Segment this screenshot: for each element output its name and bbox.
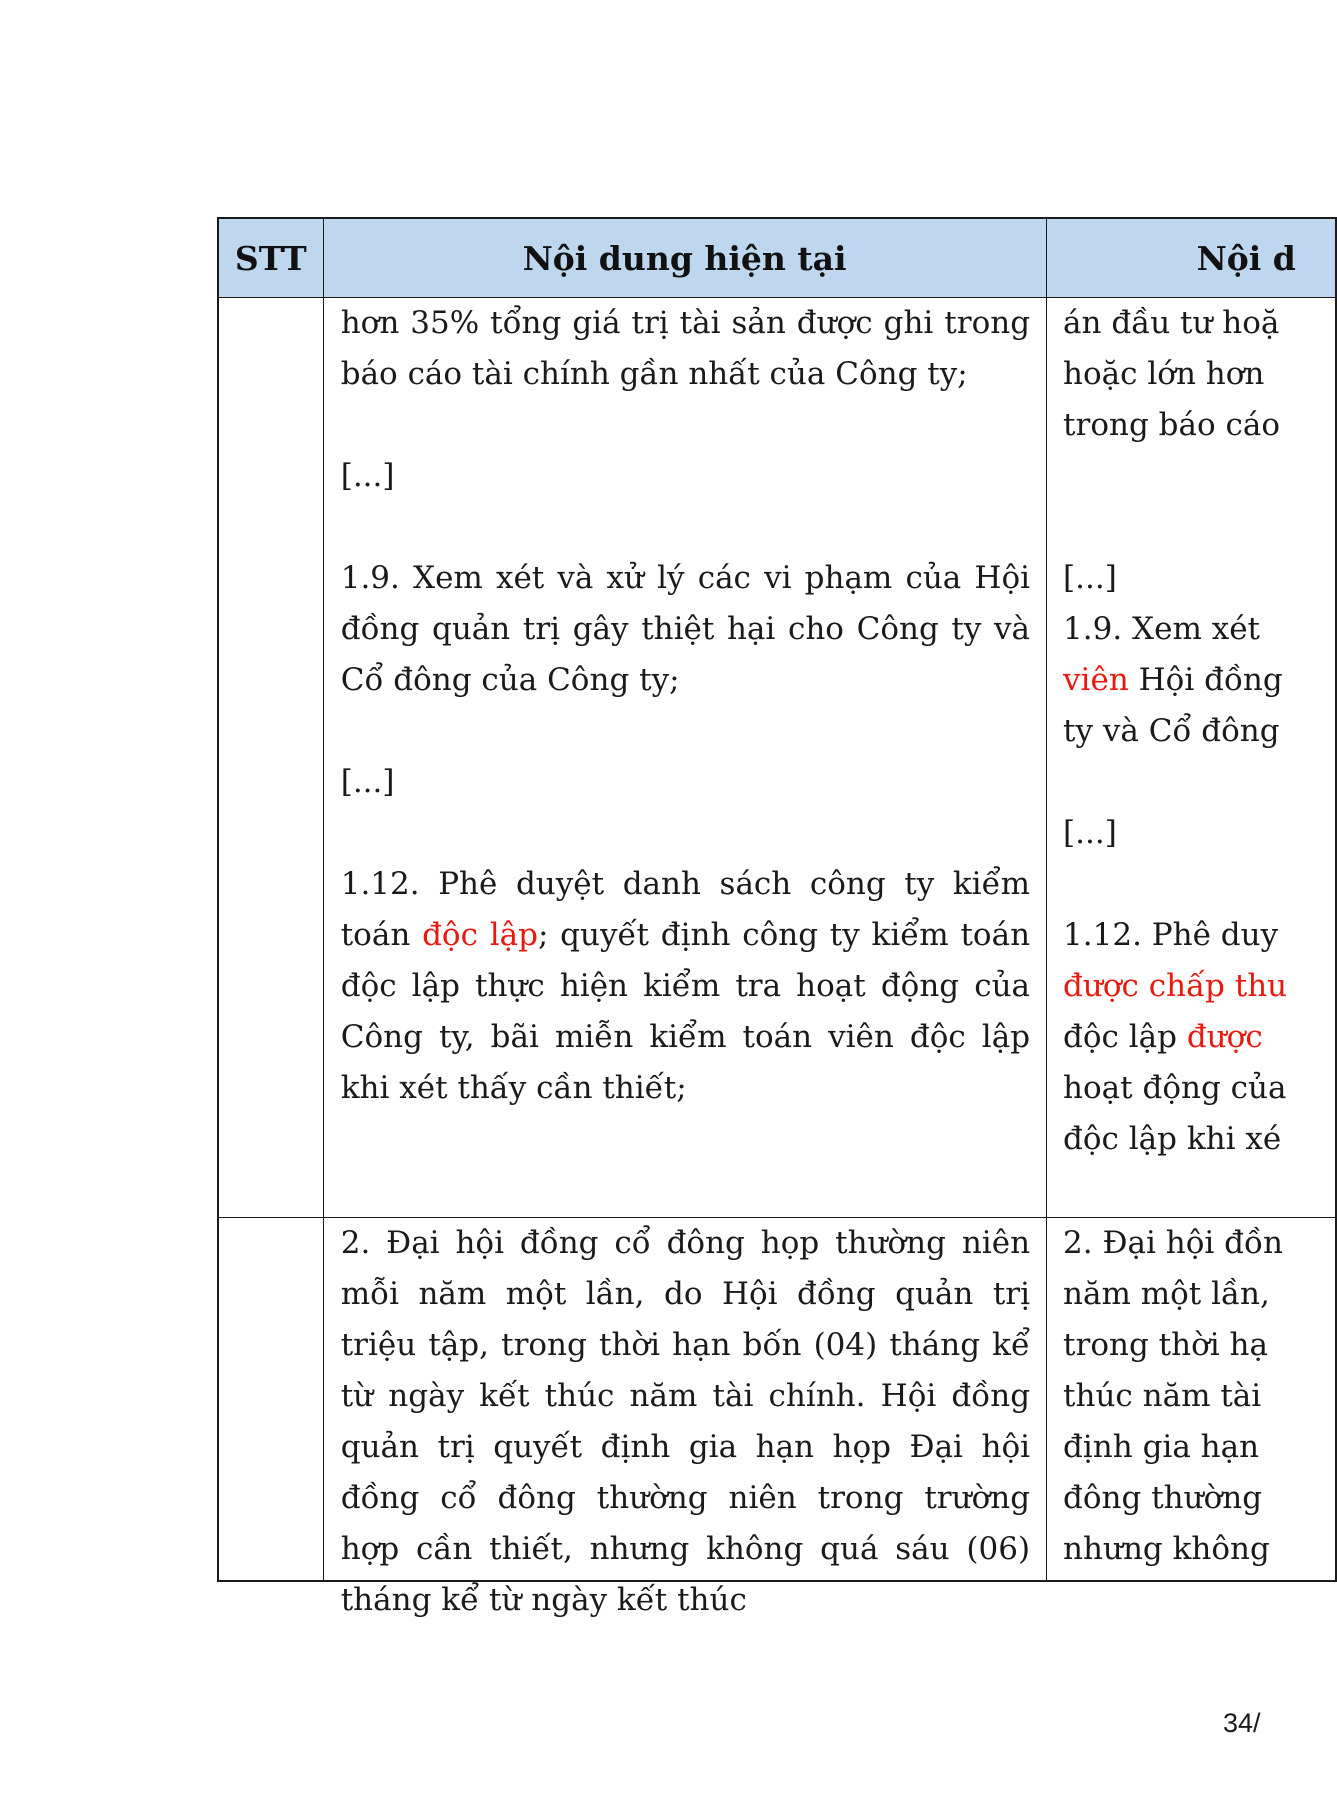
header-proposed-content: Nội d (1196, 238, 1296, 278)
proposed-content-cell (1047, 298, 1335, 1217)
proposed-line: nhưng không (1063, 1531, 1270, 1567)
ellipsis: [...] (340, 764, 395, 800)
clause-2-agm: 2. Đại hội đồng cổ đông họp thường niên mỗi năm một lần, do Hội đồng quản trị triệu tập, trong thời hạn bốn (04) tháng kể từ ngày kết thúc năm tài chính. Hội đồng quản trị quyết định gia hạn họp Đại hội đồng cổ đông thường niên trong trường hợp cần thiết, nhưng không quá sáu (06) tháng kể từ ngày kết thúc (340, 1225, 1031, 1618)
clause-1-12-end: ; quyết định công ty kiểm toán độc lập thực hiện kiểm tra hoạt động của Công ty, bãi miễn kiểm toán viên độc lập khi xét thấy cần thiết; (340, 917, 1031, 1106)
proposed-line-rest: Hội đồng (1128, 662, 1283, 698)
proposed-line: 2. Đại hội đồn (1063, 1225, 1283, 1261)
table-row (219, 298, 1335, 1218)
clause-1-12 (341, 859, 1030, 1114)
ellipsis: [...] (1063, 815, 1117, 851)
highlight-text: viên (1063, 662, 1129, 698)
header-stt: STT (219, 219, 324, 297)
proposed-line: 1.12. Phê duy (1063, 917, 1279, 953)
header-current-content: Nội dung hiện tại (324, 219, 1047, 297)
proposed-line: năm một lần, (1063, 1276, 1270, 1312)
proposed-line: án đầu tư hoặ (1063, 305, 1280, 341)
ellipsis: [...] (1063, 560, 1117, 596)
proposed-line: độc lập khi xé (1063, 1121, 1282, 1157)
proposed-line: hoặc lớn hơn (1063, 356, 1265, 392)
highlight-text: được chấp thu (1063, 968, 1288, 1004)
proposed-line (1063, 1012, 1335, 1063)
table-header-row (219, 219, 1335, 298)
proposed-line: định gia hạn (1063, 1429, 1260, 1465)
proposed-line: trong thời hạ (1063, 1327, 1268, 1363)
ellipsis: [...] (340, 458, 395, 494)
proposed-line: trong báo cáo (1063, 407, 1281, 443)
proposed-line: đông thường (1063, 1480, 1263, 1516)
highlight-text: được (1186, 1019, 1263, 1055)
current-content-cell (324, 298, 1047, 1217)
table-row (219, 1218, 1335, 1618)
clause-1-9: 1.9. Xem xét và xử lý các vi phạm của Hội đồng quản trị gây thiệt hại cho Công ty và Cổ đông của Công ty; (340, 560, 1031, 698)
stt-cell (219, 298, 324, 1217)
proposed-line (1063, 655, 1335, 706)
comparison-table (217, 217, 1337, 1618)
proposed-content-cell (1047, 1218, 1335, 1580)
proposed-line: hoạt động của (1063, 1070, 1287, 1106)
proposed-line-start: độc lập (1063, 1019, 1187, 1055)
proposed-line: ty và Cổ đông (1063, 713, 1280, 749)
stt-cell (219, 1218, 324, 1580)
clause-1-12-start: 1.12. Phê duyệt danh sách công ty kiểm toán (340, 866, 1031, 953)
current-content-cell (324, 1218, 1047, 1618)
page-number: 34/ (1223, 1708, 1261, 1738)
clause-asset-threshold: hơn 35% tổng giá trị tài sản được ghi trong báo cáo tài chính gần nhất của Công ty; (340, 305, 1031, 392)
proposed-line: thúc năm tài (1063, 1378, 1262, 1414)
proposed-line: 1.9. Xem xét (1063, 611, 1261, 647)
highlight-text: độc lập (422, 917, 538, 953)
